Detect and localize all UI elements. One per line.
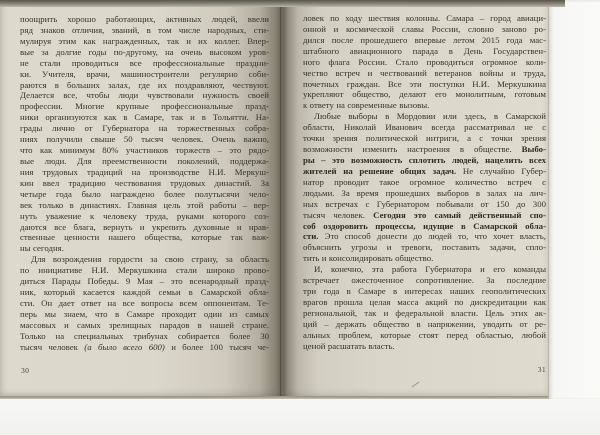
faint-smudge: [591, 213, 595, 216]
text-line: ряд знаков отличия, званий, в том числе народных, сти-: [20, 24, 269, 35]
text-line: Для возрождения гордости за свою страну, за область: [31, 254, 269, 265]
text-line: укрепляют общество, делают его монолитным, готовым: [303, 89, 546, 100]
text-line: натор проводит такое огромное количество встреч с: [303, 176, 546, 187]
text-line: штабного авиационного парада в День Государствен-: [303, 45, 546, 56]
text-line: Делается все, чтобы люди чувствовали нужность своей: [20, 90, 269, 101]
left-page-number: 30: [21, 366, 30, 375]
text-line: массовых и самых зрелищных парадов в нашей стране.: [20, 319, 269, 330]
text-line: по инициативе Н.И. Меркушкина стали широко прово-: [20, 265, 269, 276]
text-line: ния трудовых традиций на производстве Н.И. Меркуш-: [20, 166, 269, 177]
text-line: людьми. За время прошедших выборов в залах на лич-: [303, 187, 546, 198]
text-line: врагов прошла целая масса акций по дискредитации как: [303, 296, 546, 307]
text-line: тысяч человек (а было всего 600) и более 100 тысяч че-: [20, 341, 269, 352]
text-line: профессии. Многие крупные профессиональные празд-: [20, 101, 269, 112]
text-line: кин ввел традицию чествования трудовых династий. За: [20, 177, 269, 188]
text-line: региональной, так и федеральной власти. Цель этих ак-: [303, 307, 546, 318]
text-line: встречает ожесточенное сопротивление. За последние: [303, 275, 546, 286]
text-line: вые за долгие годы по-другому, на очень высоком уров-: [20, 46, 269, 57]
text-line: ственные ценности нашего общества, которые так важ-: [20, 232, 269, 243]
text-line: поощрить хорошо работающих, активных людей, ввели: [20, 14, 269, 24]
text-line: век только в династиях. Главная цель этой работы – вер-: [20, 199, 269, 210]
text-line: ций – держать общество в напряжении, уводить от ре-: [303, 318, 546, 329]
text-line: сти. Это способ донести до людей то, что хочет власть,: [303, 231, 546, 242]
text-line: ник, который касается каждой семьи в Самарской обла-: [20, 287, 269, 298]
left-page-text: [20, 14, 269, 353]
text-line: ного флага России. Стало проводиться огромное коли-: [303, 56, 546, 67]
text-line: ниях получили свыше 50 тысяч человек. Очень важно,: [20, 134, 269, 145]
text-line: Любые выборы в Мордовии или здесь, в Самарской: [314, 111, 546, 122]
text-line: ки. Учителя, врачи, машиностроители регулярно соби-: [20, 68, 269, 79]
text-line: объяснить угрозы и тревоги, поставить задачи, спло-: [303, 242, 546, 253]
table-surface: [0, 399, 600, 435]
book-top-edge: [0, 0, 565, 7]
text-line: Только на специальных трибунах собирается более 30: [20, 330, 269, 341]
text-line: области, Николай Иванович всегда рассматривал не с: [303, 122, 546, 133]
text-line: дился после прошедшего впервые летом 2015 года мас-: [303, 34, 546, 45]
text-line: соб оздоровить процессы, идущие в Самарской обла-: [303, 220, 546, 231]
text-line: три года в Самаре в интересах наших геополитических: [303, 286, 546, 297]
text-line: раются в больших залах, где их поздравляют, чествуют.: [20, 79, 269, 90]
text-line: что как минимум 80% участников торжеств – это рядо-: [20, 145, 269, 156]
text-line: альных проблем, которые стоят перед областью, любой: [303, 329, 546, 340]
right-page-text: [303, 13, 546, 352]
text-line: нуть уважение к человеку труда, руками которого соз-: [20, 210, 269, 221]
text-line: вые люди. Для преемственности поколений, поддержа-: [20, 155, 269, 166]
right-page-number: 31: [537, 365, 546, 374]
text-line: перь мы знаем, что в Самаре проходит один из самых: [20, 308, 269, 319]
text-line: ники организуются как в Самаре, так и в Тольятти. На-: [20, 112, 269, 123]
text-line: И, конечно, эта работа Губернатора и его команды: [314, 264, 546, 275]
text-line: чество встреч и чествований ветеранов войны и труда,: [303, 67, 546, 78]
text-line: ры – это возможность сплотить людей, нацелить всех: [303, 154, 546, 165]
book-gutter: [280, 0, 283, 400]
text-line: тысяч человек. Сегодня это самый действенный спо-: [303, 209, 546, 220]
page-edge-stack: [548, 0, 600, 400]
text-line: четыре года было награждено более полутысячи чело-: [20, 188, 269, 199]
text-line: почетных граждан. Все эти поступки Н.И. Меркушкина: [303, 78, 546, 89]
text-line: диться Парады Победы. 9 Мая – это всенародный празд-: [20, 276, 269, 287]
text-line: не стали проводиться все профессиональные праздни-: [20, 57, 269, 68]
text-line: тить и консолидировать общество.: [303, 253, 434, 264]
text-line: ны сегодня.: [20, 243, 64, 254]
text-line: жителей на решение общих задач. Не случайно Губер-: [303, 165, 546, 176]
text-line: возможности изменить настроения в обществе. Выбо-: [303, 144, 546, 155]
text-line: сти. Он дает ответ на все вопросы всем оппонентам. Те-: [20, 297, 269, 308]
text-line: грады лично от Губернатора на торжественных собра-: [20, 123, 269, 134]
text-line: ловек по ходу шествия колонны. Самара – город авиаци-: [303, 13, 546, 23]
text-line: даются все блага, вернуть и укрепить духовные и нрав-: [20, 221, 269, 232]
text-line: онной и космической славы России, словно заново ро-: [303, 23, 546, 34]
text-line: к ответу на современные вызовы.: [303, 100, 430, 111]
text-line: мулируя этим как награжденных, так и их коллег. Впер-: [20, 35, 269, 46]
text-line: ных встречах с Губернатором побывали от 150 до 300: [303, 198, 546, 209]
text-line: точки зрения политической интриги, а с точки зрения: [303, 133, 546, 144]
text-line: ценой расшатать власть.: [303, 340, 395, 351]
